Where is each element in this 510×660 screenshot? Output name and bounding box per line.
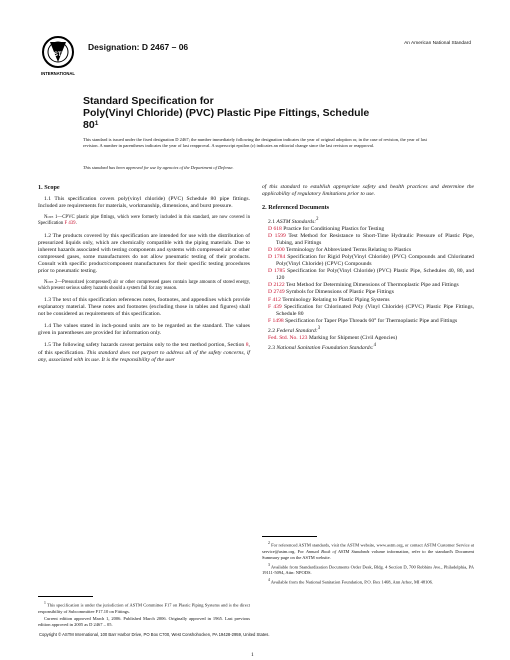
astm-logo-icon — [38, 34, 78, 78]
reference-code-link[interactable]: D 1599 — [268, 233, 286, 240]
designation: Designation: D 2467 – 06 — [88, 42, 189, 52]
footnotes-right — [262, 540, 474, 587]
section-heading-scope: 1. Scope — [38, 184, 60, 191]
approved-note: This standard has been approved for use by agencies of the Department of Defense. — [83, 165, 234, 170]
footnote-4: $^4$ Available from the National Sanitation Foundation, P.O. Box 1468, Ann Arbor, MI 48106. — [268, 578, 433, 585]
reference-code-link[interactable]: D 2749 — [268, 289, 285, 296]
reference-item — [262, 318, 474, 325]
link-fed-std-123[interactable]: Fed. Std. No. 123 — [268, 334, 308, 341]
reference-item: Fed. Std. No. 123 Marking for Shipment (Civil Agencies) — [268, 334, 398, 341]
reference-item — [262, 289, 474, 296]
reference-code-link[interactable]: D 1785 — [268, 268, 286, 275]
reference-item — [262, 254, 474, 268]
reference-title: Practice for Conditioning Plastics for Testing — [283, 226, 385, 233]
link-f439[interactable]: F 439 — [64, 221, 76, 227]
page-number: 1 — [251, 652, 254, 658]
reference-item — [262, 233, 474, 247]
federal-standard-heading: 2.2 Federal Standard:$^3$ — [268, 325, 321, 334]
reference-title: Symbols for Dimensions of Plastic Pipe Fittings — [286, 289, 394, 296]
reference-list — [262, 226, 474, 325]
para-1-2: 1.2 The products covered by this specification are intended for use with the distribution of pressurized liquids only, which are chemically compatible with the piping materials. Due to inherent hazards associated with testing components and systems with compressed air or other compressed gases, some manufacturers do not allow pneumatic testing of their products. Consult with specific product/component manufacturers for their specific testing procedures prior to pneumatic testing. — [38, 232, 250, 274]
title-line-2: Poly(Vinyl Chloride) (PVC) Plastic Pipe Fittings, Schedule — [83, 107, 370, 120]
para-1-5: 1.5 The following safety hazards caveat pertains only to the test method portion, Section 8, of this specification. This standard does not purport to address all of the safety concerns, if any, associated with its use. It is the responsibility of the user — [38, 342, 250, 363]
title-footnote-mark: 1 — [94, 120, 99, 128]
para-1-1: 1.1 This specification covers poly(vinyl chloride) (PVC) Schedule 80 pipe fittings. Included are requirements for materials, workmanship, dimensions, and burst pressure. — [38, 196, 250, 210]
right-column — [262, 184, 474, 352]
footnote-2: $^2$ For referenced ASTM standards, visit the ASTM website, www.astm.org, or contact ASTM Customer Service at service@astm.org. For Annual Book of ASTM Standards volume information, refer to the standard's Document Summary page on the ASTM website. — [262, 541, 475, 560]
logo-text: INTERNATIONAL — [41, 71, 75, 76]
footnote-1: $^1$ This specification is under the jurisdiction of ASTM Committee F17 on Plastic Piping Systems and is the direct responsibility of Subcommittee F17.10 on Fittings. — [38, 601, 250, 614]
reference-title: Test Method for Determining Dimensions of Thermoplastic Pipe and Fittings — [285, 282, 459, 289]
title-line-1: Standard Specification for — [83, 95, 214, 107]
footnote-divider — [38, 596, 93, 597]
organization-label: An American National Standard — [404, 41, 471, 46]
reference-title: Terminology Relating to Plastic Piping Systems — [282, 296, 390, 303]
svg-text:ASTM: ASTM — [49, 52, 67, 58]
nsf-standards-heading: 2.3 National Sanitation Foundation Standards:$^4$ — [268, 342, 376, 351]
note-1: Note 1—CPVC plastic pipe fittings, which were formerly included in this standard, are now covered in Specification F 439. — [38, 215, 250, 227]
para-1-5-continued: of this standard to establish appropriate safety and health practices and determine the applicability of regulatory limitations prior to use. — [262, 184, 474, 198]
reference-item — [262, 304, 474, 318]
footnote-3: $^3$ Available from Standardization Documents Order Desk, Bldg. 4 Section D, 700 Robbins Ave., Philadelphia, PA 19111-5094, Attn: NPODS. — [262, 562, 474, 576]
astm-standards-heading: 2.1 ASTM Standards:$^2$ — [268, 217, 319, 225]
link-section-8[interactable]: 8 — [245, 342, 249, 349]
reference-title: Specification for Taper Pipe Threads 60° for Thermoplastic Pipe and Fittings — [285, 317, 458, 324]
reference-item — [262, 297, 474, 304]
issued-note: This standard is issued under the fixed designation D 2467; the number immediately following the designation indicates the year of original adoption or, in the case of revision, the year of last revision. A number in parentheses indicates the year of last reapproval. A superscript epsilon (ε) indicates an editorial change since the last revision or reapproval. — [83, 137, 427, 149]
reference-item — [262, 268, 474, 282]
reference-code-link[interactable]: D 2122 — [268, 282, 285, 289]
note-2: Note 2—Pressurized (compressed) air or other compressed gases contain large amounts of stored energy, which present serious safety hazards should a system fail for any reason. — [38, 279, 250, 292]
reference-code-link[interactable]: D 618 — [268, 226, 282, 233]
left-column — [38, 184, 250, 369]
title-line-3: 80 — [83, 119, 95, 132]
copyright-footer: Copyright © ASTM International, 100 Barr Harbor Drive, PO Box C700, West Conshohocken, PA 19428-2959, United States. — [39, 632, 270, 637]
section-heading-references: 2. Referenced Documents — [262, 204, 330, 212]
reference-title: Specification for Rigid Poly(Vinyl Chloride) (PVC) Compounds and Chlorinated Poly(Vinyl Chloride) (CPVC) Compounds — [276, 254, 474, 268]
reference-code-link[interactable]: F 439 — [268, 303, 282, 310]
document-title — [83, 95, 413, 132]
reference-title: Specification for Poly(Vinyl Chloride) (PVC) Plastic Pipe, Schedules 40, 80, and 120 — [276, 268, 474, 282]
reference-title: Test Method for Resistance to Short-Time Hydraulic Pressure of Plastic Pipe, Tubing, and Fittings — [276, 233, 474, 247]
reference-code-link[interactable]: F 412 — [268, 296, 281, 303]
reference-title: Terminology for Abbreviated Terms Relating to Plastics — [285, 247, 412, 254]
reference-title: Specification for Chlorinated Poly (Vinyl Chloride) (CPVC) Plastic Pipe Fittings, Schedule 80 — [276, 303, 474, 317]
reference-code-link[interactable]: D 1600 — [268, 247, 285, 254]
footnotes-left — [38, 600, 250, 629]
para-1-4: 1.4 The values stated in inch-pound units are to be regarded as the standard. The values given in parentheses are provided for information only. — [38, 323, 250, 337]
footnote-1-edition: Current edition approved March 1, 2006. Published March 2006. Originally approved in 1965. Last previous edition approved in 2005 as D 2467 – 05. — [38, 615, 250, 627]
footnote-divider — [262, 536, 317, 537]
reference-code-link[interactable]: F 1498 — [268, 317, 284, 324]
para-1-3: 1.3 The text of this specification references notes, footnotes, and appendixes which provide explanatory material. These notes and footnotes (excluding those in tables and figures) shall not be considered as requirements of this specification. — [38, 297, 250, 318]
reference-code-link[interactable]: D 1784 — [268, 254, 286, 261]
